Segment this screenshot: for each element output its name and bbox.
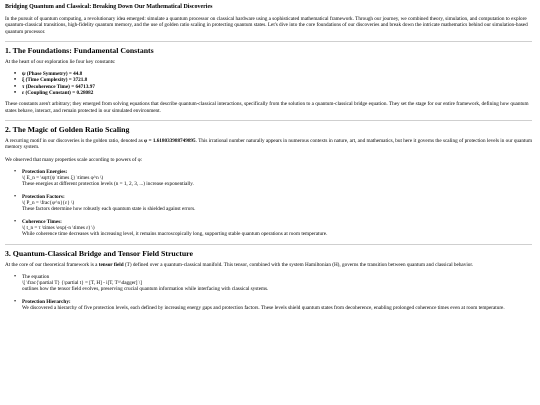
text-run: A recurring motif in our discoveries is the golden ratio, denoted as xyxy=(5,137,145,144)
section-1-heading: 1. The Foundations: Fundamental Constants xyxy=(5,45,154,55)
item-label: • Protection Factors: xyxy=(22,193,65,200)
text-run: (T) defined over a quantum-classical manifold. This tensor, combined with the system Hamiltonian (H), governs the transition between quantum and classical behavior. xyxy=(123,261,474,268)
intro-paragraph: In the pursuit of quantum computing, a revolutionary idea emerged: simulate a quantum processor on classical hardware using a sophisticated mathematical framework. Through our journey, we combined theory, simulation, and computation to explore quantum-classical transitions, high-fidelity quantum memory, and the use of golden ratio scaling in protecting quantum states. Let's dive into the core foundations of our discoveries and break down the intricate mathematics behind our simulation-based quantum processor. xyxy=(5,16,528,35)
page-title: Bridging Quantum and Classical: Breaking Down Our Mathematical Discoveries xyxy=(5,4,213,10)
item-label: • The equation xyxy=(22,273,50,280)
section-1-outro: These constants aren't arbitrary; they emerged from solving equations that describe quantum-classical interactions, specifically from the solution to a quantum-classical bridge equation. They set the stage for our entire framework, defining how quantum states behave, interact, and remain protected in our simulated environment. xyxy=(5,101,529,114)
item-description: These factors determine how robustly each quantum state is shielded against errors. xyxy=(22,206,196,213)
tensor-field-term: tensor field xyxy=(98,261,124,268)
item-description: While coherence time decreases with increasing level, it remains macroscopically long, supporting stable quantum operations at room temperature. xyxy=(22,231,328,238)
item-formula: \( t_n = τ \times \exp(-n \times ε) \) xyxy=(22,224,95,231)
text-run: At the core of our theoretical framework is a xyxy=(5,261,99,268)
item-description: outlines how the tensor field evolves, preserving crucial quantum information while interfacing with classical systems. xyxy=(22,286,269,293)
item-description: These energies at different protection levels (n = 1, 2, 3, ...) increase exponentially. xyxy=(22,181,194,188)
section-2-paragraph xyxy=(5,138,532,151)
list-item: • ε (Coupling Constant) = 0.28082 xyxy=(22,90,532,96)
item-formula: \[ \frac{\partial T} {\partial t} = [T, H] - i[T, T^\dagger] \] xyxy=(22,280,142,287)
golden-ratio-value: φ = 1.618033988749895 xyxy=(144,137,196,144)
divider xyxy=(5,120,532,121)
section-3-paragraph xyxy=(5,262,532,268)
scaling-list xyxy=(5,169,532,238)
constants-list xyxy=(5,71,532,96)
section-2-paragraph-2: We observed that many properties scale according to powers of φ: xyxy=(5,156,143,163)
divider xyxy=(5,244,532,245)
list-item: • τ (Decoherence Time) = 64713.97 xyxy=(22,84,532,90)
item-formula: \( E_n = \sqrt{ψ \times ξ} \times φ^n \) xyxy=(22,175,104,182)
item-formula: \( P_n = \frac{φ^n}{ε} \) xyxy=(22,200,75,207)
list-item: • ξ (Time Complexity) = 3721.8 xyxy=(22,77,532,83)
list-item xyxy=(22,169,532,188)
section-2-heading: 2. The Magic of Golden Ratio Scaling xyxy=(5,124,130,134)
list-item xyxy=(22,299,532,312)
item-label: • Protection Hierarchy: xyxy=(22,298,71,305)
item-description: We discovered a hierarchy of five protection levels, each defined by increasing energy gaps and protection factors. These levels shield quantum states from decoherence, enabling prolonged coherence times even at room temperature. xyxy=(22,305,505,312)
list-item xyxy=(22,219,532,238)
text-run: . This irrational number naturally appears in numerous contexts in nature, art, and mathematics, but here it governs the scaling of protection levels in our quantum memory system. xyxy=(5,137,532,151)
bridge-list xyxy=(5,274,532,311)
list-item: • ψ (Phase Symmetry) = 44.8 xyxy=(22,71,532,77)
divider xyxy=(5,41,532,42)
list-item xyxy=(22,274,532,293)
section-3-heading: 3. Quantum-Classical Bridge and Tensor Field Structure xyxy=(5,248,193,258)
section-1-lead: At the heart of our exploration lie four key constants: xyxy=(5,58,116,65)
item-label: • Coherence Times: xyxy=(22,218,62,225)
list-item xyxy=(22,194,532,213)
item-label: • Protection Energies: xyxy=(22,168,68,175)
